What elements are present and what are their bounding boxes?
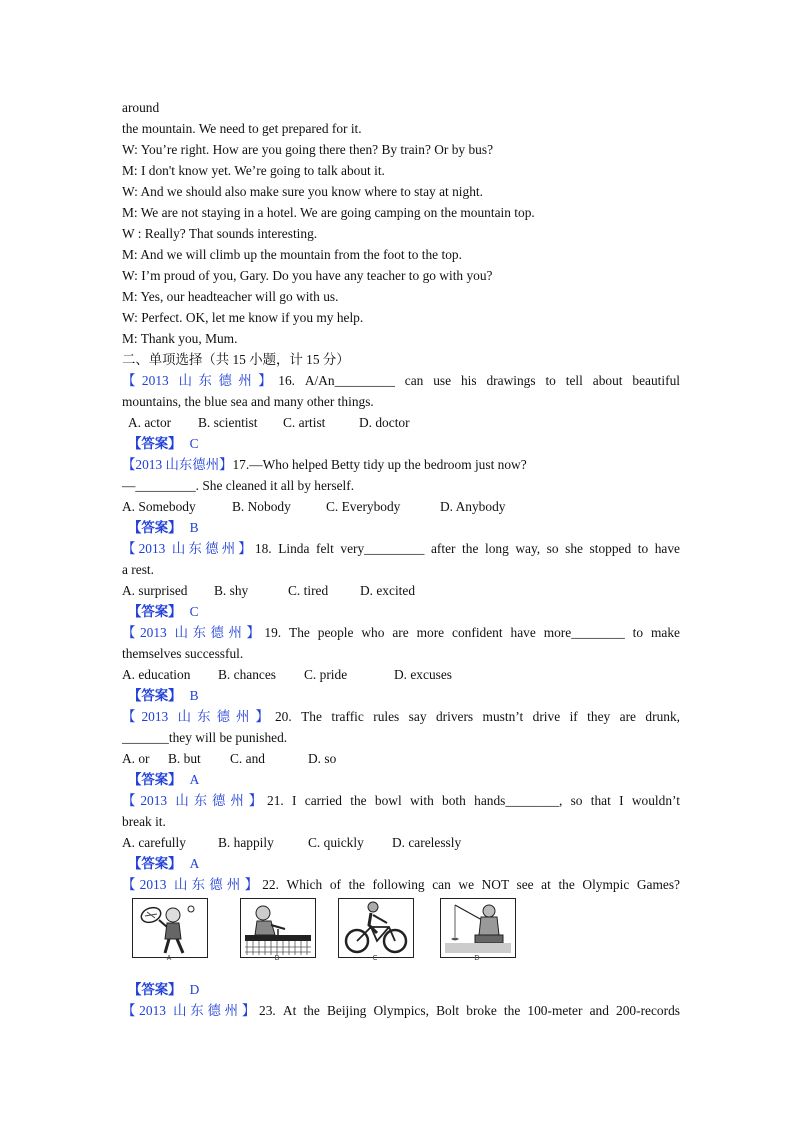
question-20: [122, 709, 680, 725]
picture-caption-c: C: [372, 954, 378, 962]
dialogue-line: M: Yes, our headteacher will go with us.: [122, 289, 339, 304]
option-c: C. tired: [288, 583, 329, 598]
question-source: 【2013 山东德州】: [122, 373, 279, 388]
question-text: 23. At the Beijing Olympics, Bolt broke the 100-meter and 200-records: [259, 1003, 680, 1018]
options: [122, 751, 336, 767]
table-tennis-picture: [240, 898, 316, 958]
question-text: _______they will be punished.: [122, 730, 288, 745]
answer-value: D: [189, 982, 200, 997]
question-19: [122, 625, 680, 641]
question-source: 【2013 山东德州】: [122, 1003, 260, 1018]
question-text: —_________. She cleaned it all by herself.: [122, 478, 355, 493]
option-c: C. artist: [283, 415, 326, 430]
answer-value: B: [189, 688, 199, 703]
answer-18: [128, 604, 199, 620]
fishing-picture: [440, 898, 516, 958]
option-b: B. shy: [214, 583, 249, 598]
answer-value: A: [189, 856, 200, 871]
dialogue-line: W: And we should also make sure you know where to stay at night.: [122, 184, 483, 199]
answer-19: [128, 688, 199, 704]
option-pictures: [132, 898, 512, 964]
answer-label: 【答案】: [128, 436, 182, 451]
question-17: [122, 457, 527, 473]
option-b: B. happily: [218, 835, 274, 850]
question-source: 【2013 山东德州】: [122, 709, 275, 724]
options: [122, 835, 461, 851]
question-16: [122, 373, 680, 389]
options: [122, 667, 452, 683]
dialogue-line: W: Perfect. OK, let me know if you my help.: [122, 310, 364, 325]
answer-label: 【答案】: [128, 772, 182, 787]
section-title: 二、单项选择（共 15 小题，计 15 分）: [122, 352, 350, 367]
cycling-picture: [338, 898, 414, 958]
option-b: B. chances: [218, 667, 277, 682]
question-text: 21. I carried the bowl with both hands________, so that I wouldn’t: [267, 793, 680, 808]
dialogue-line: W: You’re right. How are you going there then? By train? Or by bus?: [122, 142, 494, 157]
option-a: A. actor: [128, 415, 172, 430]
option-c: C. pride: [304, 667, 348, 682]
answer-label: 【答案】: [128, 520, 182, 535]
picture-caption-b: B: [274, 954, 280, 962]
option-a: A. education: [122, 667, 191, 682]
question-source: 【2013 山东德州】: [122, 877, 263, 892]
question-21: [122, 793, 680, 809]
option-d: D. Anybody: [440, 499, 506, 514]
option-d: D. excited: [360, 583, 416, 598]
answer-17: [128, 520, 199, 536]
answer-label: 【答案】: [128, 982, 182, 997]
question-text: break it.: [122, 814, 166, 829]
option-b: B. but: [168, 751, 201, 766]
question-text: 18. Linda felt very_________ after the long way, so she stopped to have: [254, 541, 680, 556]
dialogue-line: M: Thank you, Mum.: [122, 331, 238, 346]
option-c: C. Everybody: [326, 499, 401, 514]
question-source: 【2013 山东德州】: [122, 457, 233, 472]
options: [128, 415, 410, 431]
option-a: A. or: [122, 751, 150, 766]
question-18: [122, 541, 680, 557]
answer-value: B: [189, 520, 199, 535]
option-d: D. carelessly: [392, 835, 462, 850]
question-text: a rest.: [122, 562, 154, 577]
answer-label: 【答案】: [128, 604, 182, 619]
question-source: 【2013 山东德州】: [122, 625, 265, 640]
dialogue-line: M: We are not staying in a hotel. We are going camping on the mountain top.: [122, 205, 535, 220]
option-d: D. excuses: [394, 667, 453, 682]
picture-caption-d: D: [474, 954, 480, 962]
question-23: [122, 1003, 680, 1019]
answer-22: [128, 982, 199, 998]
option-b: B. scientist: [198, 415, 258, 430]
dialogue-line: around: [122, 100, 160, 115]
option-a: A. Somebody: [122, 499, 196, 514]
question-22: [122, 877, 680, 893]
picture-caption-a: A: [166, 954, 172, 962]
question-text: 16. A/An_________ can use his drawings to tell about beautiful: [278, 373, 680, 388]
option-b: B. Nobody: [232, 499, 291, 514]
dialogue-line: W: I’m proud of you, Gary. Do you have any teacher to go with you?: [122, 268, 493, 283]
answer-value: C: [189, 604, 199, 619]
question-text: 22. Which of the following can we NOT see at the Olympic Games?: [262, 877, 680, 892]
option-c: C. quickly: [308, 835, 364, 850]
option-d: D. so: [308, 751, 337, 766]
tennis-picture: [132, 898, 208, 958]
answer-value: C: [189, 436, 199, 451]
question-text: 17.—Who helped Betty tidy up the bedroom just now?: [232, 457, 527, 472]
dialogue-line: M: I don't know yet. We’re going to talk about it.: [122, 163, 385, 178]
answer-label: 【答案】: [128, 688, 182, 703]
options: [122, 499, 505, 515]
answer-16: [128, 436, 199, 452]
dialogue-line: M: And we will climb up the mountain from the foot to the top.: [122, 247, 462, 262]
option-a: A. carefully: [122, 835, 186, 850]
answer-label: 【答案】: [128, 856, 182, 871]
question-text: 19. The people who are more confident have more________ to make: [264, 625, 680, 640]
question-source: 【2013 山东德州】: [122, 793, 268, 808]
question-source: 【2013 山东德州】: [122, 541, 255, 556]
option-a: A. surprised: [122, 583, 188, 598]
dialogue-line: W : Really? That sounds interesting.: [122, 226, 318, 241]
options: [122, 583, 415, 599]
answer-21: [128, 856, 199, 872]
answer-20: [128, 772, 199, 788]
option-d: D. doctor: [359, 415, 410, 430]
question-text: mountains, the blue sea and many other things.: [122, 394, 374, 409]
option-c: C. and: [230, 751, 265, 766]
question-text: themselves successful.: [122, 646, 244, 661]
dialogue-line: the mountain. We need to get prepared for it.: [122, 121, 362, 136]
answer-value: A: [189, 772, 200, 787]
question-text: 20. The traffic rules say drivers mustn’t drive if they are drunk,: [274, 709, 680, 724]
